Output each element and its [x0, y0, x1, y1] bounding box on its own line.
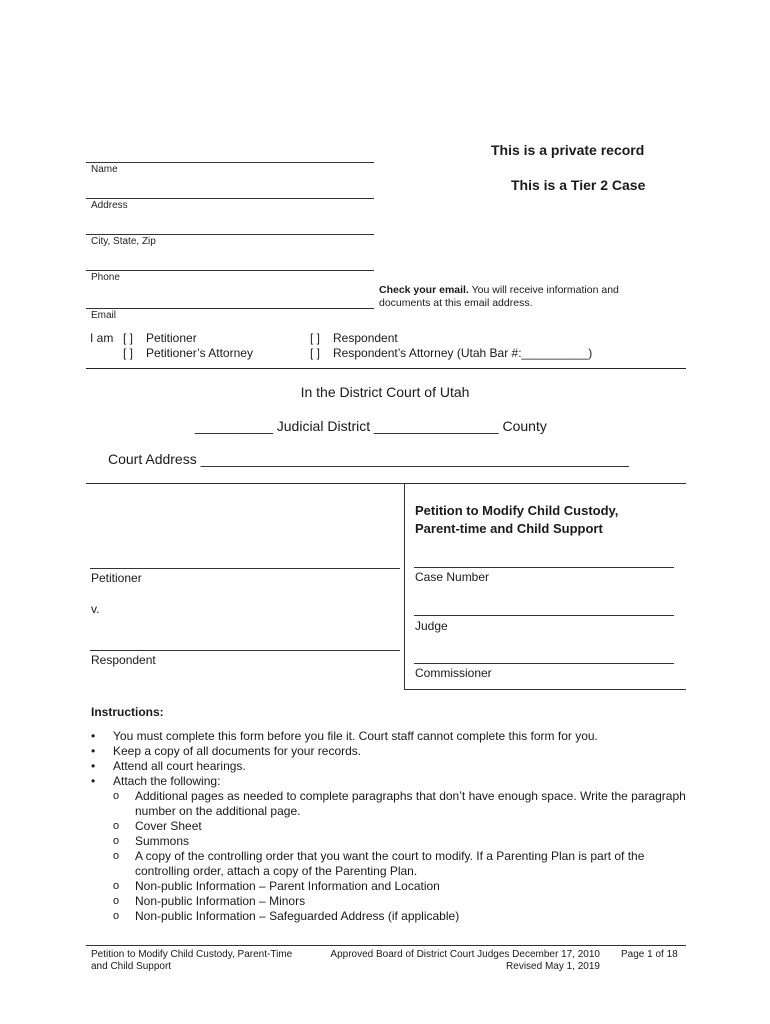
court-title: In the District Court of Utah [300, 384, 470, 400]
respondent-attorney-checkbox[interactable] [310, 346, 320, 360]
email-label: Email [91, 310, 117, 321]
attachment-item: o A copy of the controlling order that you want the court to modify. If a Parenting Plan is part of the controlling order, attach a copy of the Parenting Plan. [113, 849, 691, 879]
respondent-attorney-checkbox-glyph: [ ] [310, 346, 321, 360]
i-am-label: I am [90, 331, 114, 345]
county-blank[interactable]: ________________ [374, 418, 499, 434]
respondent-attorney-option: Respondent’s Attorney (Utah Bar #:__________) [333, 346, 593, 360]
tier-case-notice: This is a Tier 2 Case [511, 177, 646, 193]
email-note-bold: Check your email. [379, 284, 469, 296]
footer-approval-line2: Revised May 1, 2019 [506, 961, 600, 972]
instruction-item: • Keep a copy of all documents for your records. [91, 744, 691, 759]
commissioner-label: Commissioner [415, 666, 492, 680]
instruction-item: • Attend all court hearings. [91, 759, 691, 774]
attachment-item: o Summons [113, 834, 691, 849]
phone-label: Phone [91, 272, 120, 283]
court-address-row [108, 451, 629, 467]
attachment-item: o Additional pages as needed to complete paragraphs that don’t have enough space. Write the paragraph number on the additional page. [113, 789, 691, 819]
judicial-district-label: Judicial District [276, 418, 371, 434]
caption-center-divider [404, 483, 405, 689]
header-divider [86, 368, 686, 369]
instruction-item-attach-text: Attach the following: [113, 774, 221, 788]
attachment-item: o Cover Sheet [113, 819, 691, 834]
respondent-checkbox-glyph: [ ] [310, 331, 321, 345]
footer-approval-line1: Approved Board of District Court Judges December 17, 2010 [330, 949, 600, 960]
attachments-list [113, 789, 691, 924]
respondent-caption-label: Respondent [91, 653, 156, 667]
commissioner-line[interactable] [414, 663, 674, 664]
court-address-label: Court Address [108, 451, 197, 467]
document-title-line2: Parent-time and Child Support [415, 521, 603, 536]
footer-divider [86, 945, 686, 946]
email-note-line2: documents at this email address. [379, 297, 533, 309]
petitioner-caption-label: Petitioner [91, 571, 142, 585]
email-line[interactable] [86, 308, 374, 309]
petitioner-attorney-checkbox[interactable] [123, 346, 133, 360]
instruction-item-attach [91, 774, 691, 924]
petitioner-checkbox-glyph: [ ] [123, 331, 134, 345]
footer-approval [326, 949, 600, 973]
caption-top-border [86, 483, 686, 484]
respondent-name-line[interactable] [90, 650, 400, 651]
city-state-zip-label: City, State, Zip [91, 236, 156, 247]
email-note [379, 284, 619, 310]
case-number-line[interactable] [414, 567, 674, 568]
judge-line[interactable] [414, 615, 674, 616]
district-county-row [195, 418, 547, 434]
address-line[interactable] [86, 198, 374, 199]
document-title [415, 502, 618, 538]
phone-line[interactable] [86, 270, 374, 271]
attachment-item: o Non-public Information – Minors [113, 894, 691, 909]
attachment-item: o Non-public Information – Safeguarded Address (if applicable) [113, 909, 691, 924]
case-number-label: Case Number [415, 570, 490, 584]
address-label: Address [91, 200, 128, 211]
petitioner-option: Petitioner [146, 331, 197, 345]
petitioner-attorney-checkbox-glyph: [ ] [123, 346, 134, 360]
petitioner-checkbox[interactable] [123, 331, 133, 345]
footer-form-title-line2: and Child Support [91, 961, 172, 972]
petitioner-attorney-option: Petitioner’s Attorney [146, 346, 253, 360]
caption-bottom-border [404, 689, 686, 690]
petitioner-name-line[interactable] [90, 568, 400, 569]
respondent-checkbox[interactable] [310, 331, 320, 345]
name-line[interactable] [86, 162, 374, 163]
attachment-item: o Non-public Information – Parent Information and Location [113, 879, 691, 894]
instructions-heading: Instructions: [91, 705, 164, 719]
footer-form-title-line1: Petition to Modify Child Custody, Parent-Time [91, 949, 293, 960]
document-title-line1: Petition to Modify Child Custody, [415, 503, 619, 518]
respondent-option: Respondent [333, 331, 398, 345]
name-label: Name [91, 164, 118, 175]
county-label: County [502, 418, 547, 434]
email-note-text: You will receive information and [468, 284, 619, 296]
versus-label: v. [91, 602, 100, 616]
instruction-item: • You must complete this form before you file it. Court staff cannot complete this form for you. [91, 729, 691, 744]
court-address-blank[interactable]: _______________________________________________________ [200, 451, 629, 467]
private-record-notice: This is a private record [491, 142, 645, 158]
district-number-blank[interactable]: __________ [195, 418, 273, 434]
page-number: Page 1 of 18 [621, 949, 678, 960]
city-state-zip-line[interactable] [86, 234, 374, 235]
footer-form-title [91, 949, 292, 973]
judge-label: Judge [415, 619, 448, 633]
instructions-list [91, 729, 691, 924]
